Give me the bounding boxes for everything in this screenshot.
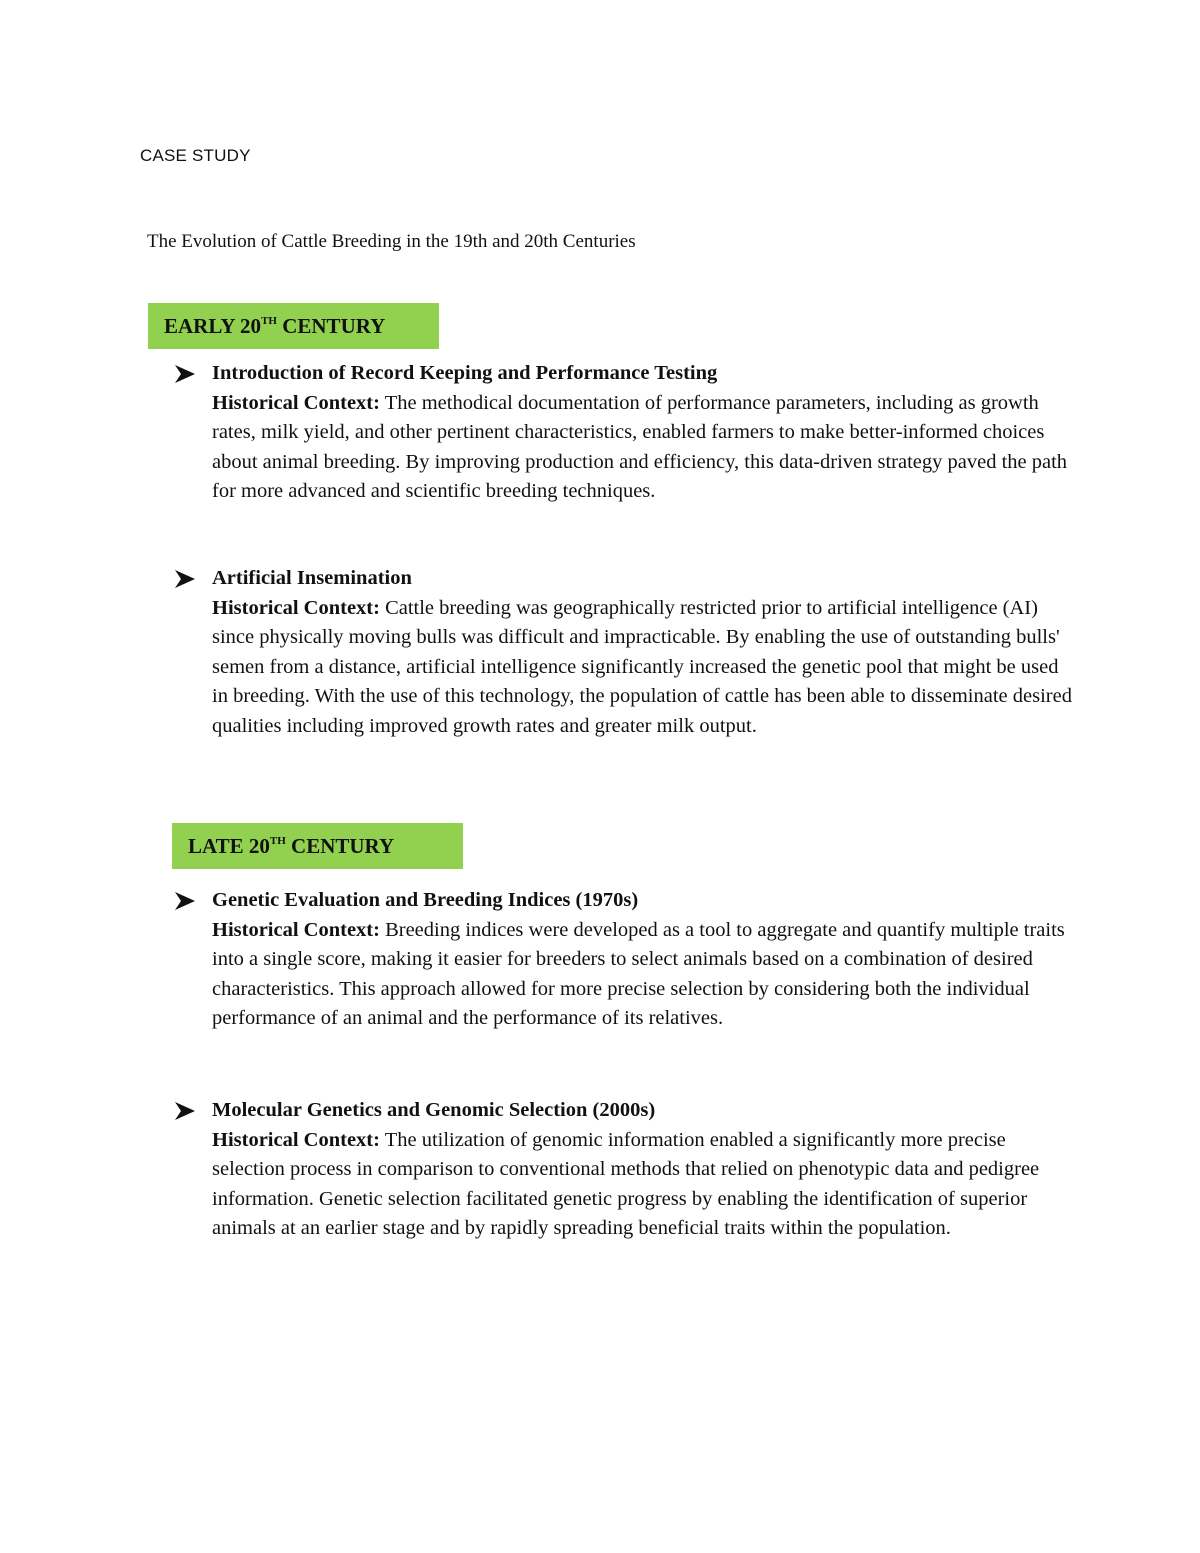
section-banner-early-20th-century — [148, 303, 439, 349]
case-study-label: CASE STUDY — [140, 146, 251, 165]
historical-context-label: Historical Context: — [212, 596, 380, 619]
section-banner-late-20th-century — [172, 823, 463, 869]
item-heading: Molecular Genetics and Genomic Selection (2000s) — [212, 1099, 656, 1121]
document-title: The Evolution of Cattle Breeding in the 19th and 20th Centuries — [147, 231, 636, 252]
list-item — [174, 564, 1074, 741]
list-item — [174, 359, 1074, 507]
historical-context-text: The utilization of genomic information enabled a significantly more precise selection process in comparison to conventional methods that relied on phenotypic data and pedigree information. Genetic selection facilitated genetic progress by enabling the identification of superior animals at an earlier stage and by rapidly spreading beneficial traits within the population. — [212, 1128, 1040, 1239]
arrowhead-bullet-icon — [174, 364, 196, 384]
arrowhead-bullet-icon — [174, 1101, 196, 1121]
banner-prefix: EARLY 20 — [164, 314, 262, 338]
item-heading: Artificial Insemination — [212, 567, 412, 589]
historical-context-text: Breeding indices were developed as a tool to aggregate and quantify multiple traits into a single score, making it easier for breeders to select animals based on a combination of desired characteristics. This approach allowed for more precise selection by considering both the individual performance of an animal and the performance of its relatives. — [212, 918, 1065, 1029]
historical-context-label: Historical Context: — [212, 918, 380, 941]
banner-prefix: LATE 20 — [188, 834, 270, 858]
historical-context-text: The methodical documentation of performance parameters, including as growth rates, milk yield, and other pertinent characteristics, enabled farmers to make better-informed choices about animal breeding. By improving production and efficiency, this data-driven strategy paved the path for more advanced and scientific breeding techniques. — [212, 391, 1068, 502]
banner-superscript: TH — [261, 315, 277, 327]
banner-superscript: TH — [269, 835, 286, 847]
historical-context-text: Cattle breeding was geographically restricted prior to artificial intelligence (AI) since physically moving bulls was difficult and impracticable. By enabling the use of outstanding bulls' semen from a distance, artificial intelligence significantly increased the genetic pool that might be used in breeding. With the use of this technology, the population of cattle has been able to disseminate desired qualities including improved growth rates and greater milk output. — [212, 596, 1072, 737]
arrowhead-bullet-icon — [174, 891, 196, 911]
banner-suffix: CENTURY — [285, 834, 395, 858]
historical-context-label: Historical Context: — [212, 391, 380, 414]
historical-context-label: Historical Context: — [212, 1128, 380, 1151]
banner-suffix: CENTURY — [276, 314, 386, 338]
list-item — [174, 1096, 1074, 1244]
arrowhead-bullet-icon — [174, 569, 196, 589]
list-item — [174, 886, 1074, 1034]
item-heading: Introduction of Record Keeping and Performance Testing — [212, 362, 718, 384]
item-heading: Genetic Evaluation and Breeding Indices (1970s) — [212, 889, 639, 911]
